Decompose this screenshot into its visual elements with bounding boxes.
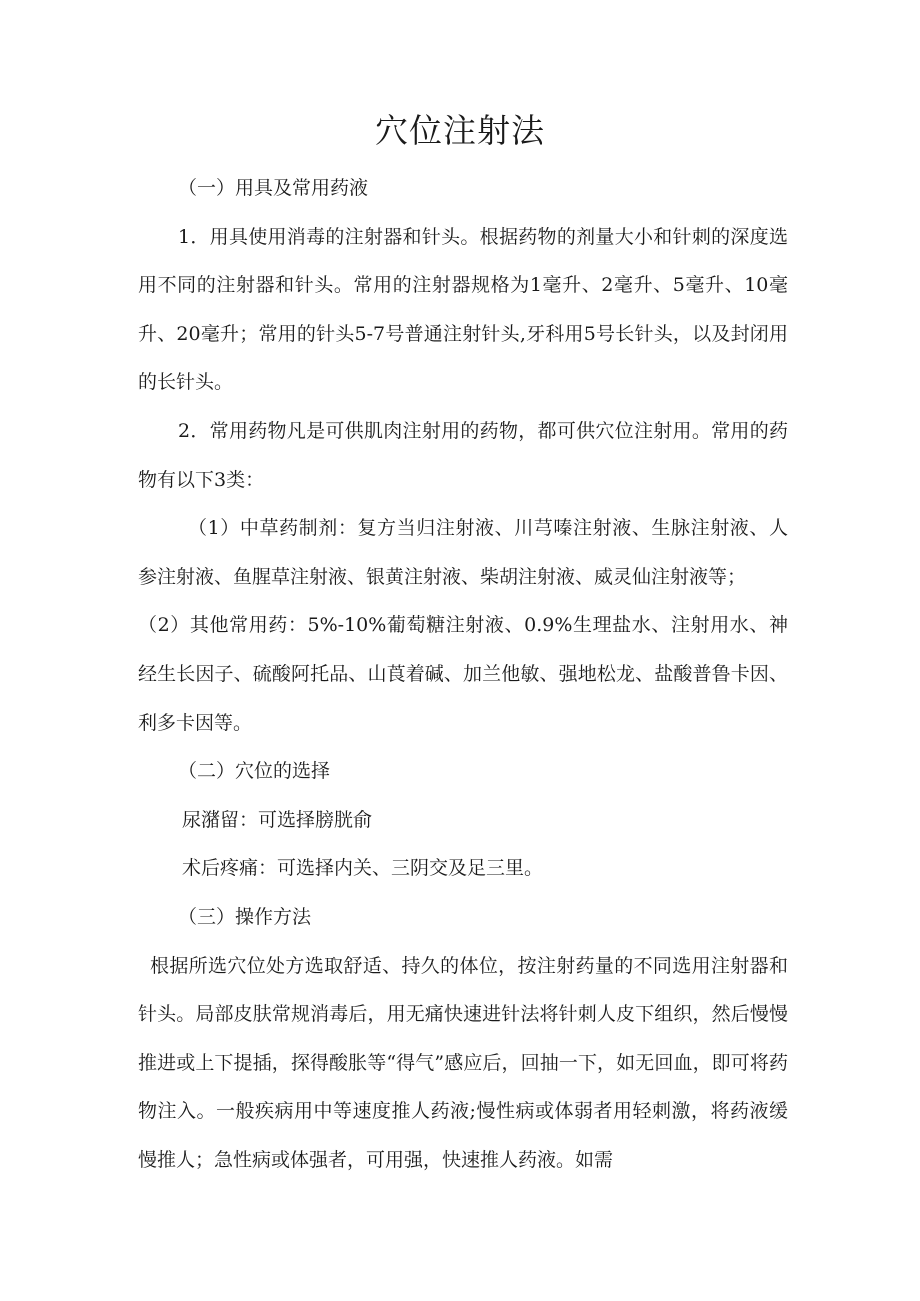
document-title: 穴位注射法 (375, 111, 545, 150)
paragraph-other-drugs: （2）其他常用药：5%-10%葡萄糖注射液、0.9%生理盐水、注射用水、神经生长因子、硫酸阿托品、山莨着碱、加兰他敏、强地松龙、盐酸普鲁卡因、利多卡因等。 (138, 614, 788, 734)
paragraph-urinary-retention: 尿潴留：可选择膀胱俞 (182, 808, 373, 831)
paragraph-tools: 1．用具使用消毒的注射器和针头。根据药物的剂量大小和针刺的深度选用不同的注射器和针头。常用的注射器规格为1毫升、2毫升、5毫升、10毫升、20毫升；常用的针头5-7号普通注射针头,牙科用5号长针头，以及封闭用的长针头。 (138, 225, 788, 394)
paragraph-common-drugs: 2．常用药物凡是可供肌肉注射用的药物，都可供穴位注射用。常用的药物有以下3类： (138, 419, 788, 491)
section-heading-tools: （一）用具及常用药液 (178, 177, 369, 199)
document-body (138, 164, 788, 1184)
section-heading-procedure: （三）操作方法 (178, 905, 312, 928)
paragraph-herbal-preparations: （1）中草药制剂：复方当归注射液、川芎嗪注射液、生脉注射液、人参注射液、鱼腥草注射液、银黄注射液、柴胡注射液、威灵仙注射液等； (138, 517, 788, 588)
section-heading-acupoint-selection: （二）穴位的选择 (178, 760, 331, 783)
paragraph-procedure: 根据所选穴位处方选取舒适、持久的体位，按注射药量的不同选用注射器和针头。局部皮肤常规消毒后，用无痛快速进针法将针刺人皮下组织，然后慢慢推进或上下提插，探得酸胀等“得气”感应后，回抽一下，如无回血，即可将药物注入。一般疾病用中等速度推人药液;慢性病或体弱者用轻刺激，将药液缓慢推人；急性病或体强者，可用强，快速推人药液。如需 (138, 954, 788, 1171)
paragraph-postoperative-pain: 术后疼痛：可选择内关、三阴交及足三里。 (182, 857, 544, 880)
